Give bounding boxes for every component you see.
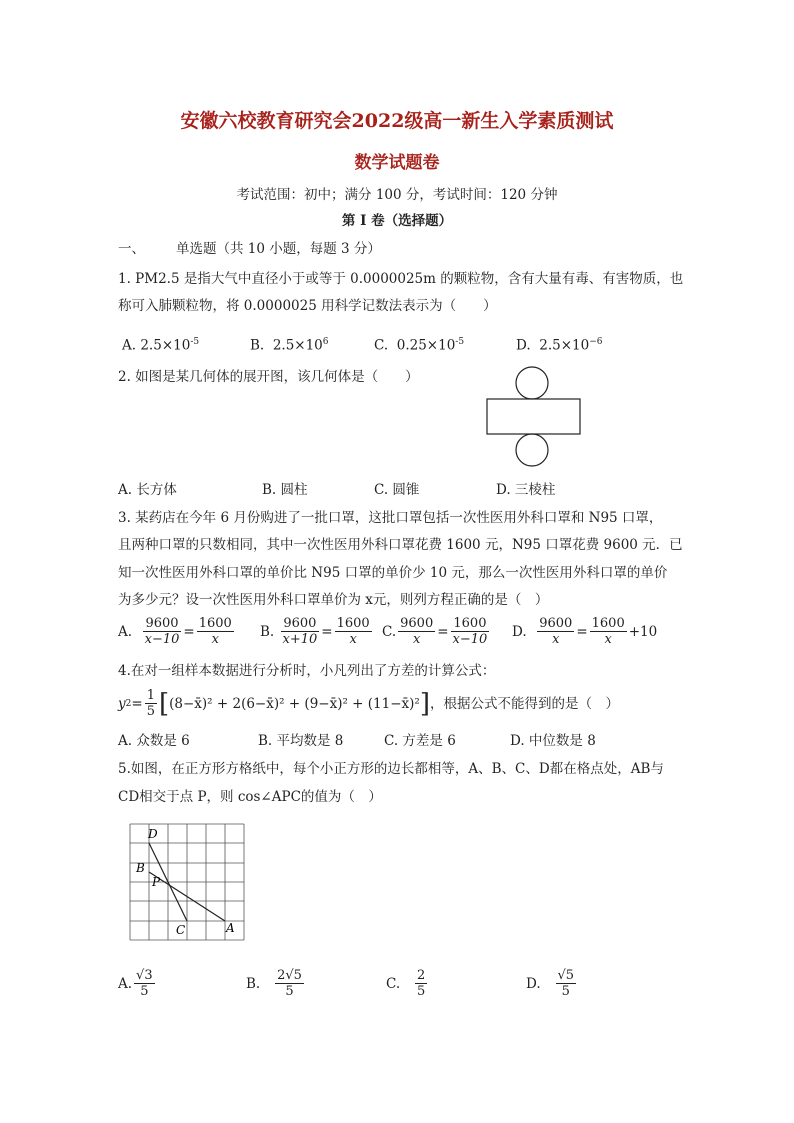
q5-option-a: A. $\frac{√3}{5}$ xyxy=(118,968,153,999)
q2-option-b: B. 圆柱 xyxy=(262,482,308,498)
page-title: 安徽六校教育研究会2022级高一新生入学素质测试 xyxy=(180,110,614,132)
q2-option-c: C. 圆锥 xyxy=(374,482,420,498)
point-c-label: C xyxy=(176,923,186,937)
q3-option-a: A. $\frac{9600}{x-10}$ = $\frac{1600}{x}$ xyxy=(118,616,232,647)
q1-line1: 1. PM2.5 是指大气中直径小于或等于 0.0000025m 的颗粒物，含有大量有毒、有害物质，也 xyxy=(118,271,684,287)
point-d-label: D xyxy=(148,827,158,841)
variance-terms: (8−x̄)² + 2(6−x̄)² + (9−x̄)² + (11−x̄)² xyxy=(169,695,420,712)
q1-option-c: C. $0.25\times 10^{-5}$ xyxy=(374,337,465,354)
q1-option-a: A. $2.5\times 10^{-5}$ xyxy=(122,337,200,354)
section-number: 一、 xyxy=(118,241,145,257)
q3-option-d: D. $\frac{9600}{x}$ = $\frac{1600}{x}$ +10 xyxy=(512,616,658,647)
cylinder-net-figure xyxy=(482,362,586,472)
q5-option-c: C. $\frac{2}{5}$ xyxy=(386,968,426,999)
q1-option-d: D. $2.5\times 10^{-6}$ xyxy=(516,337,603,354)
q4-option-b: B. 平均数是 8 xyxy=(258,733,344,749)
point-a-label: A xyxy=(226,921,235,935)
q3-line4: 为多少元？设一次性医用外科口罩单价为 x元，则列方程正确的是（ ） xyxy=(118,592,549,608)
q1-line2: 称可入肺颗粒物，将 0.0000025 用科学记数法表示为（ ） xyxy=(118,298,497,314)
q1-option-b: B. $2.5\times 10^6$ xyxy=(250,337,329,354)
q4-option-a: A. 众数是 6 xyxy=(118,733,190,749)
page-subtitle: 数学试题卷 xyxy=(354,153,440,173)
q3-line1: 3. 某药店在今年 6 月份购进了一批口罩，这批口罩包括一次性医用外科口罩和 N95 口罩， xyxy=(118,510,663,526)
net-rectangle xyxy=(487,399,580,434)
exam-info: 考试范围：初中；满分 100 分，考试时间：120 分钟 xyxy=(236,187,558,203)
point-p-label: P xyxy=(152,875,161,889)
q2-option-a: A. 长方体 xyxy=(118,482,177,498)
q4-formula: y 2 = $\frac{1}{5}$ [ (8−x̄)² + 2(6−x̄)² + (9−x̄)² + (11−x̄)² ] ，根据公式不能得到的是（ ） xyxy=(118,688,619,719)
bottom-circle xyxy=(516,434,548,466)
q4-option-d: D. 中位数是 8 xyxy=(510,733,596,749)
point-b-label: B xyxy=(136,861,145,875)
q3-line3: 知一次性医用外科口罩的单价比 N95 口罩的单价少 10 元，那么一次性医用外科口罩的单价 xyxy=(118,565,668,581)
q5-line2: CD相交于点 P，则 cos∠APC的值为（ ） xyxy=(118,789,382,805)
q3-option-b: B. $\frac{9600}{x+10}$ = $\frac{1600}{x}$ xyxy=(260,616,370,647)
section-heading: 单选题（共 10 小题，每题 3 分） xyxy=(176,241,381,257)
q5-line1: 5.如图，在正方形方格纸中，每个小正方形的边长都相等，A、B、C、D都在格点处，AB与 xyxy=(118,761,664,777)
q4-stem: 4.在对一组样本数据进行分析时，小凡列出了方差的计算公式： xyxy=(118,663,496,679)
q4-option-c: C. 方差是 6 xyxy=(384,733,456,749)
top-circle xyxy=(516,367,548,399)
q5-option-d: D. $\frac{√5}{5}$ xyxy=(526,968,575,999)
q2-option-d: D. 三棱柱 xyxy=(496,482,556,498)
q2-stem: 2. 如图是某几何体的展开图，该几何体是（ ） xyxy=(118,369,419,385)
q3-option-c: C. $\frac{9600}{x}$ = $\frac{1600}{x-10}$ xyxy=(382,616,488,647)
grid-figure xyxy=(122,820,254,948)
q3-line2: 且两种口罩的只数相同，其中一次性医用外科口罩花费 1600 元，N95 口罩花费 9600 元．已 xyxy=(118,537,683,553)
part-heading: 第 I 卷（选择题） xyxy=(341,213,453,229)
q5-option-b: B. $\frac{2√5}{5}$ xyxy=(246,968,302,999)
